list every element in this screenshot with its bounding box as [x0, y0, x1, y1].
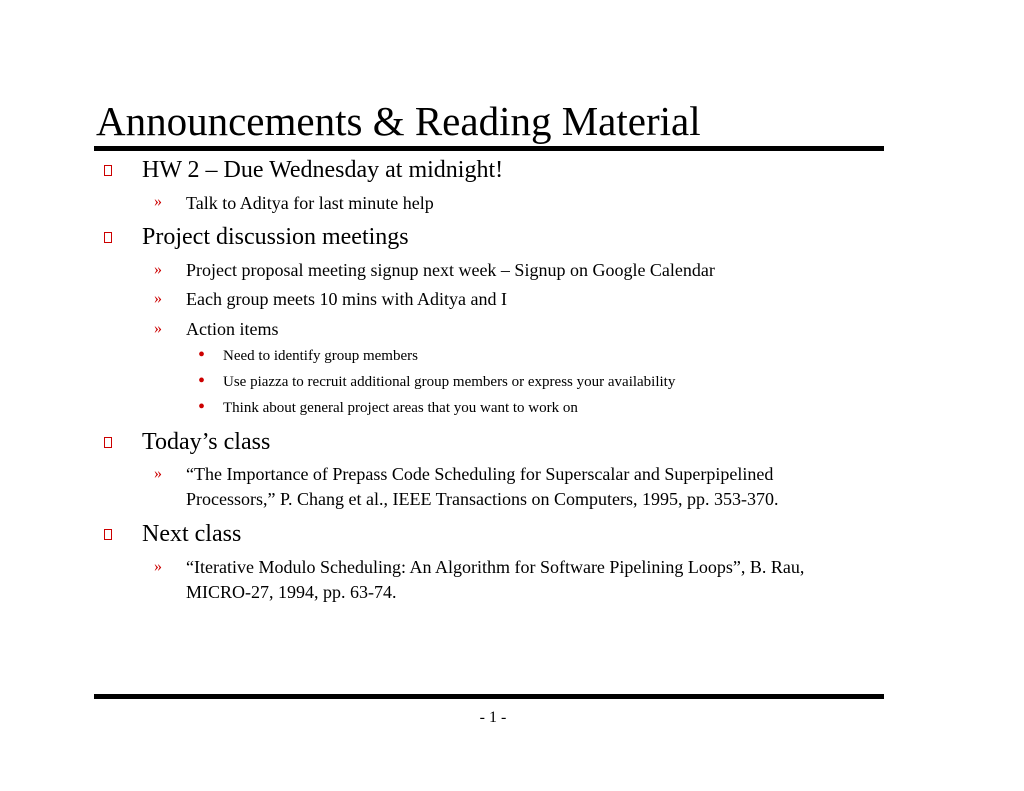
action-item-identify-members: Need to identify group members	[223, 348, 418, 364]
double-chevron-icon: »	[154, 193, 162, 210]
page-number: - 1 -	[479, 709, 507, 726]
bullet-next-class: Next class	[142, 521, 242, 547]
reading-rau-line2: MICRO-27, 1994, pp. 63-74.	[186, 582, 397, 602]
double-chevron-icon: »	[154, 261, 162, 278]
double-chevron-icon: »	[154, 465, 162, 482]
bullet-todays-class: Today’s class	[142, 429, 271, 455]
square-bullet-icon	[104, 529, 112, 540]
slide-title: Announcements & Reading Material	[96, 98, 701, 144]
square-bullet-icon	[104, 232, 112, 243]
footer-rule	[94, 694, 884, 699]
bullet-hw2: HW 2 – Due Wednesday at midnight!	[142, 157, 504, 183]
reading-rau-line1: “Iterative Modulo Scheduling: An Algorithm for Software Pipelining Loops”, B. Rau,	[186, 557, 805, 577]
bullet-project-meetings: Project discussion meetings	[142, 224, 409, 250]
square-bullet-icon	[104, 437, 112, 448]
double-chevron-icon: »	[154, 290, 162, 307]
dot-bullet-icon: •	[198, 396, 206, 418]
sub-bullet-talk-aditya: Talk to Aditya for last minute help	[186, 193, 434, 213]
reading-chang-line1: “The Importance of Prepass Code Scheduling for Superscalar and Superpipelined	[186, 464, 774, 484]
sub-bullet-signup: Project proposal meeting signup next week – Signup on Google Calendar	[186, 260, 715, 280]
title-underline	[94, 146, 884, 151]
double-chevron-icon: »	[154, 558, 162, 575]
sub-bullet-group-meets: Each group meets 10 mins with Aditya and I	[186, 289, 507, 309]
square-bullet-icon	[104, 165, 112, 176]
dot-bullet-icon: •	[198, 370, 206, 392]
action-item-use-piazza: Use piazza to recruit additional group members or express your availability	[223, 374, 676, 390]
action-item-project-areas: Think about general project areas that you want to work on	[223, 400, 578, 416]
sub-bullet-action-items: Action items	[186, 319, 279, 339]
reading-chang-line2: Processors,” P. Chang et al., IEEE Transactions on Computers, 1995, pp. 353-370.	[186, 489, 779, 509]
dot-bullet-icon: •	[198, 344, 206, 366]
double-chevron-icon: »	[154, 320, 162, 337]
